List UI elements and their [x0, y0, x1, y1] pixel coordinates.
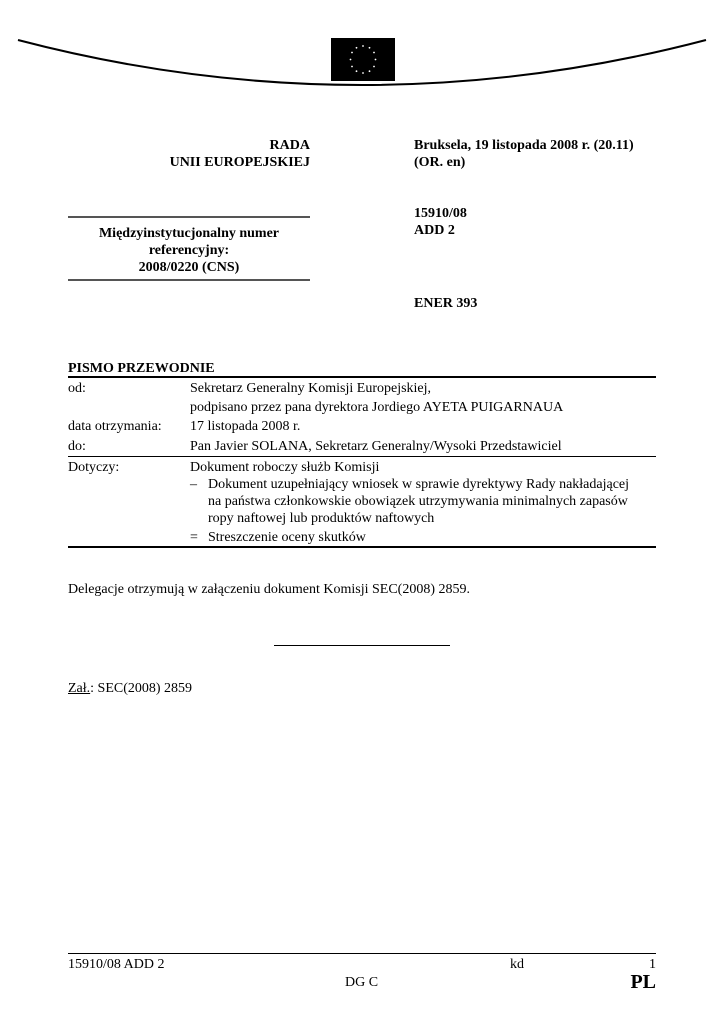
from-line-2: podpisano przez pana dyrektora Jordiego AYETA PUIGARNAUA	[190, 400, 564, 415]
attachment-value: : SEC(2008) 2859	[90, 681, 193, 696]
received-label: data otrzymania:	[68, 419, 162, 434]
interinst-line-3: 2008/0220 (CNS)	[138, 260, 240, 275]
subject-dash: –	[190, 477, 197, 492]
footer-page: 1	[649, 957, 656, 972]
original-language: (OR. en)	[414, 155, 466, 170]
subject-line-1: Dokument roboczy służb Komisji	[190, 460, 380, 475]
subject-label: Dotyczy:	[68, 460, 120, 475]
subject-item-line-1: Dokument uzupełniający wniosek w sprawie dyrektywy Rady nakładającej	[208, 477, 630, 492]
council-line-2: UNII EUROPEJSKIEJ	[169, 155, 310, 170]
attachment	[68, 680, 192, 697]
subject-summary: Streszczenie oceny skutków	[208, 530, 366, 545]
council-name	[100, 137, 310, 171]
doc-number: 15910/08	[414, 206, 467, 221]
interinst-ref	[68, 225, 310, 276]
subject-eq: =	[190, 530, 198, 545]
doc-number-block	[414, 205, 614, 239]
doc-add: ADD 2	[414, 223, 455, 238]
council-line-1: RADA	[269, 138, 310, 153]
footer-lang: PL	[630, 971, 656, 993]
separator-line	[274, 645, 450, 646]
date-block	[414, 137, 694, 171]
body-paragraph: Delegacje otrzymują w załączeniu dokument Komisji SEC(2008) 2859.	[68, 582, 471, 597]
subject-item-line-2: na państwa członkowskie obowiązek utrzymywania minimalnych zapasów	[208, 494, 628, 509]
received-value: 17 listopada 2008 r.	[190, 419, 301, 434]
footer-rule	[68, 953, 656, 954]
interinst-rule-top	[68, 216, 310, 218]
letter-title: PISMO PRZEWODNIE	[68, 361, 215, 376]
from-line-1: Sekretarz Generalny Komisji Europejskiej,	[190, 381, 432, 396]
footer-dg: DG C	[345, 975, 379, 990]
letter-rule-top	[68, 376, 656, 378]
ener-code: ENER 393	[414, 296, 478, 311]
interinst-line-2: referencyjny:	[148, 243, 230, 258]
interinst-rule-bottom	[68, 279, 310, 281]
to-value: Pan Javier SOLANA, Sekretarz Generalny/Wysoki Przedstawiciel	[190, 439, 562, 454]
interinst-line-1: Międzyinstytucjonalny numer	[98, 226, 280, 241]
eu-flag-icon	[331, 38, 395, 81]
letter-rule-bottom	[68, 546, 656, 548]
attachment-label: Zał.	[68, 681, 91, 696]
to-label: do:	[68, 439, 86, 454]
footer-doc-ref: 15910/08 ADD 2	[68, 957, 165, 972]
subject-rule	[68, 456, 656, 457]
footer-initials: kd	[510, 957, 524, 972]
subject-item-line-3: ropy naftowej lub produktów naftowych	[208, 511, 435, 526]
subject-item	[208, 476, 656, 527]
date-line: Bruksela, 19 listopada 2008 r. (20.11)	[414, 138, 634, 153]
from-label: od:	[68, 381, 86, 396]
